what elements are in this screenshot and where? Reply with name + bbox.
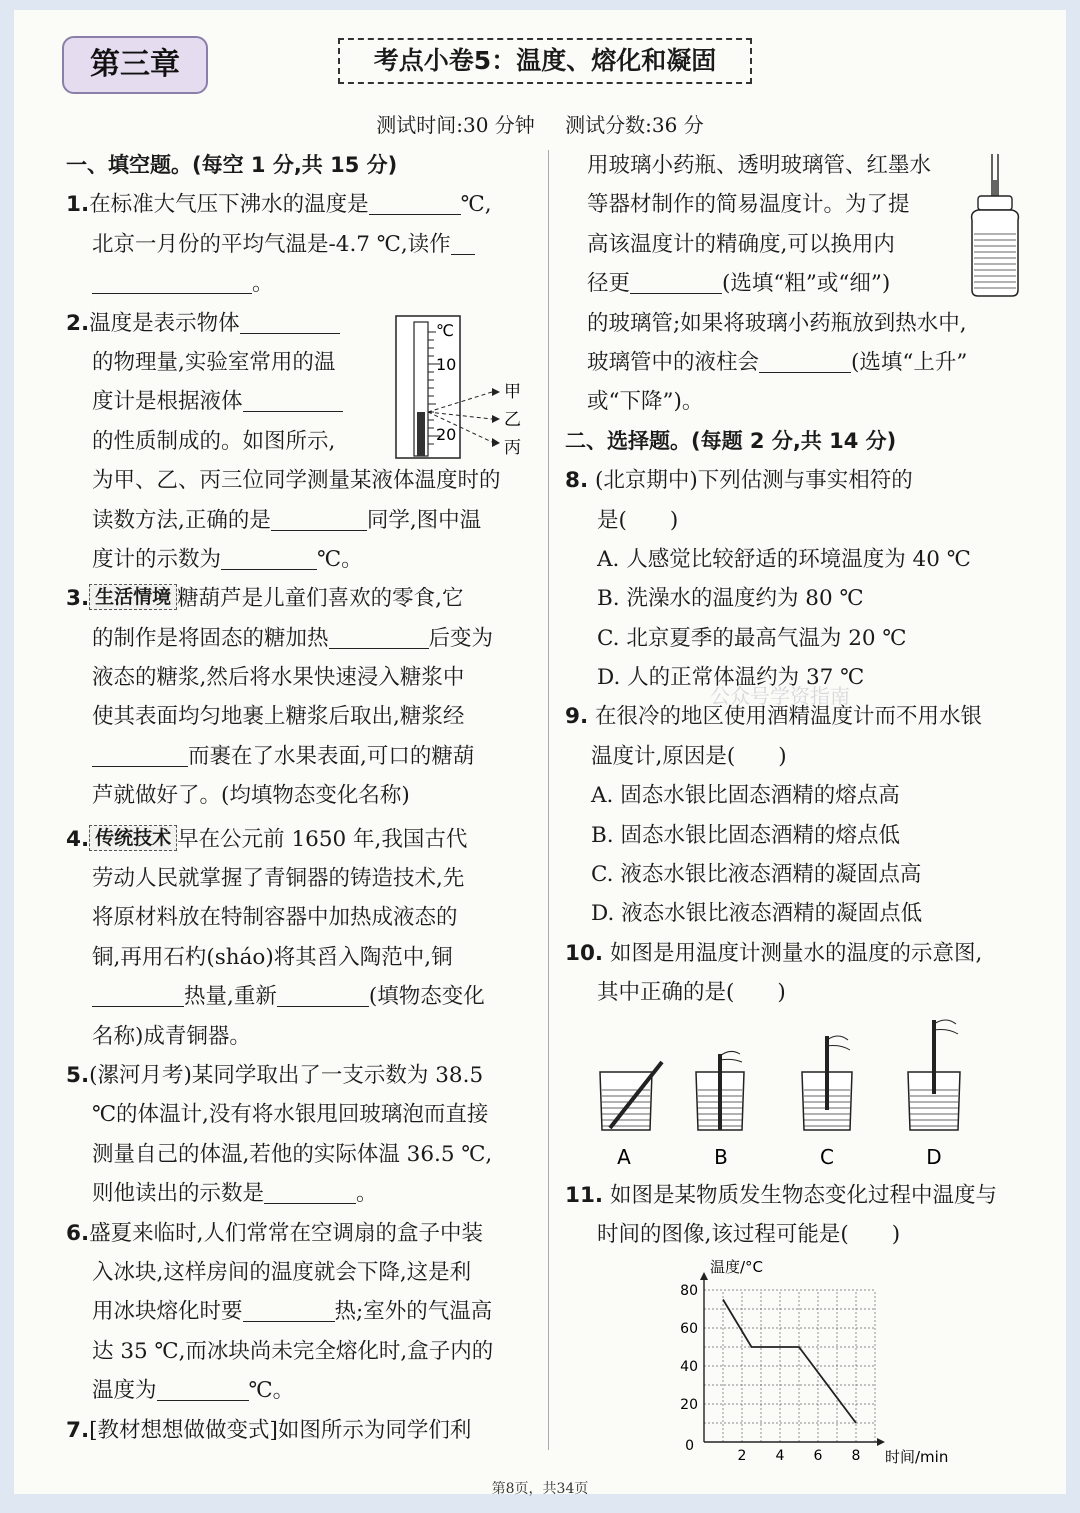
y-axis-arrow: [700, 1272, 708, 1280]
q6-line4: 达 35 ℃,而冰块尚未完全熔化时,盒子内的: [92, 1338, 494, 1364]
q4-text-5a: 热量,重新: [184, 984, 277, 1010]
q9-option-c[interactable]: C. 液态水银比液态酒精的凝固点高: [591, 862, 922, 888]
q5-line3: 测量自己的体温,若他的实际体温 36.5 ℃,: [92, 1141, 493, 1167]
chart-tick-labels: [680, 1283, 860, 1464]
q2-text-7b: ℃。: [317, 546, 363, 572]
q2-blank1[interactable]: [240, 305, 340, 334]
q9-option-a[interactable]: A. 固态水银比固态酒精的熔点高: [591, 783, 900, 809]
q11-number: 11.: [565, 1183, 604, 1208]
q1-text-b: ℃,: [460, 192, 492, 218]
q3-line6: 芦就做好了。(均填物态变化名称): [92, 783, 410, 809]
q6-blank1[interactable]: [243, 1293, 335, 1322]
q2-blank4[interactable]: [221, 541, 317, 570]
q9-stem-line2: 温度计,原因是( ): [591, 743, 787, 769]
q2-line4: 的性质制成的。如图所示,: [92, 428, 336, 454]
q1-blank2a[interactable]: [451, 226, 475, 255]
q8-option-a[interactable]: A. 人感觉比较舒适的环境温度为 40 ℃: [597, 546, 971, 572]
q4-text-1: 早在公元前 1650 年,我国古代: [177, 826, 468, 852]
q6-blank2[interactable]: [157, 1372, 249, 1401]
chart-grid: [704, 1290, 875, 1442]
q3-text-2a: 的制作是将固态的糖加热: [92, 625, 329, 651]
q2-text-3: 度计是根据液体: [92, 389, 243, 415]
q7-text-6a: 玻璃管中的液柱会: [587, 349, 760, 375]
x-tick-label: 4: [775, 1448, 785, 1464]
medicine-bottle: [972, 210, 1019, 296]
q8-option-d[interactable]: D. 人的正常体温约为 37 ℃: [597, 665, 865, 691]
q7-right-line6: [565, 343, 1035, 382]
q5-number: 5.: [66, 1062, 90, 1088]
q11-temperature-time-chart: [668, 1256, 958, 1470]
q4-line1: [66, 820, 532, 859]
watermark: 公众号学资指南: [710, 684, 850, 708]
q11-stem-line2: 时间的图像,该过程可能是( ): [597, 1222, 901, 1248]
beaker-label-d: D: [926, 1145, 942, 1169]
thermometer-liquid: [417, 412, 425, 456]
chart-y-label: 温度/°C: [710, 1258, 764, 1276]
q2-text-6b: 同学,图中温: [366, 507, 482, 533]
beaker-label-c: C: [820, 1145, 834, 1169]
q9-option-d[interactable]: D. 液态水银比液态酒精的凝固点低: [591, 901, 923, 927]
q8-option-c[interactable]: C. 北京夏季的最高气温为 20 ℃: [597, 625, 907, 651]
q6-line5: [66, 1371, 532, 1410]
chapter-badge: 第三章: [62, 36, 208, 94]
q8-stem-line2: 是( ): [597, 507, 679, 533]
q4-line6: 名称)成青铜器。: [92, 1023, 251, 1049]
q4-tag: 传统技术: [89, 825, 177, 851]
q9-stem-1: 在很冷的地区使用酒精温度计而不用水银: [594, 704, 982, 730]
page-title: 考点小卷5：温度、熔化和凝固: [338, 38, 752, 84]
x-tick-label: 6: [813, 1448, 823, 1464]
chart-axes: [700, 1272, 885, 1446]
q2-line5: 为甲、乙、丙三位同学测量某液体温度时的: [92, 468, 501, 494]
q5-line1: [66, 1056, 532, 1095]
q2-thermometer-figure: [392, 312, 532, 462]
q9-number: 9.: [565, 704, 589, 730]
q2-blank2[interactable]: [243, 383, 343, 412]
q1-line1: [66, 185, 532, 224]
q2-blank3[interactable]: [271, 502, 367, 531]
q1-line2: [66, 225, 532, 264]
q3-blank1[interactable]: [329, 620, 429, 649]
q2-line6: [66, 501, 532, 540]
chart-series-line: [723, 1300, 856, 1424]
q10-stem-line1: [565, 934, 1035, 973]
q3-line5: [66, 737, 532, 776]
q5-line2: ℃的体温计,没有将水银甩回玻璃泡而直接: [92, 1102, 489, 1128]
column-divider: [548, 150, 549, 1450]
q11-stem-line1: [565, 1176, 1035, 1215]
q3-line3: 液态的糖浆,然后将水果快速浸入糖浆中: [92, 665, 465, 691]
q3-line2: [66, 619, 532, 658]
q7-jar-thermometer-figure: [962, 150, 1032, 302]
q2-text-1: 温度是表示物体: [89, 310, 240, 336]
q4-line5: [66, 977, 532, 1016]
q6-line2: 入冰块,这样房间的温度就会下降,这是利: [92, 1259, 472, 1285]
q3-tag: 生活情境: [89, 584, 177, 610]
q2-line7: [66, 540, 532, 579]
q3-text-2b: 后变为: [428, 625, 494, 651]
reader-jia: 甲: [504, 382, 521, 402]
section-1-title: 一、填空题。(每空 1 分,共 15 分): [66, 153, 398, 177]
x-tick-label: 2: [737, 1448, 747, 1464]
q6-text-5b: ℃。: [248, 1378, 295, 1404]
beaker-label-b: B: [714, 1145, 728, 1169]
q10-stem-1: 如图是用温度计测量水的温度的示意图,: [609, 940, 983, 966]
q1-blank2b[interactable]: [92, 265, 252, 294]
eye-arrows: [492, 388, 500, 447]
q5-blank[interactable]: [264, 1175, 356, 1204]
q10-stem-line2: 其中正确的是( ): [597, 980, 786, 1006]
y-tick-label: 60: [680, 1321, 698, 1337]
q6-text-3a: 用冰块熔化时要: [92, 1299, 243, 1325]
beaker-b: [696, 1051, 744, 1130]
beaker-label-a: A: [617, 1145, 631, 1169]
q7-blank1[interactable]: [630, 265, 722, 294]
page-footer: 第8页，共34页: [491, 1481, 589, 1497]
q7-text-4a: 径更: [587, 271, 631, 297]
q3-number: 3.: [66, 586, 90, 612]
section-2-title: 二、选择题。(每题 2 分,共 14 分): [565, 428, 897, 453]
q1-blank1[interactable]: [369, 186, 461, 215]
q1-period: 。: [252, 271, 274, 297]
q3-line1: [66, 579, 532, 618]
q4-line2: 劳动人民就掌握了青铜器的铸造技术,先: [92, 866, 465, 892]
q6-text-5a: 温度为: [92, 1378, 157, 1404]
q4-line4: 铜,再用石杓(sháo)将其舀入陶范中,铜: [92, 944, 453, 970]
x-tick-label: 8: [851, 1448, 861, 1464]
q9-option-b[interactable]: B. 固态水银比固态酒精的熔点低: [591, 822, 900, 848]
q4-text-5b: (填物态变化: [368, 984, 485, 1010]
q10-beakers-figure: [590, 1010, 970, 1175]
q3-line4: 使其表面均匀地裹上糖浆后取出,糖浆经: [92, 704, 465, 730]
q2-line2: 的物理量,实验室常用的温: [92, 349, 336, 375]
q1-text-2: 北京一月份的平均气温是-4.7 ℃,读作: [92, 231, 451, 257]
q7-right-line1: 用玻璃小药瓶、透明玻璃管、红墨水: [587, 153, 932, 178]
thermometer-tick-bottom: 20: [436, 425, 457, 444]
thermometer-unit: ℃: [436, 321, 454, 340]
q5-line4: [66, 1174, 532, 1213]
q6-text-1: 盛夏来临时,人们常常在空调扇的盒子中装: [89, 1220, 483, 1246]
q3-text-5: 而裹在了水果表面,可口的糖葫: [188, 743, 475, 769]
q8-stem-1: (北京期中)下列估测与事实相符的: [594, 468, 913, 494]
q5-text-4a: 则他读出的示数是: [92, 1181, 265, 1207]
q6-line3: [66, 1292, 532, 1331]
q10-number: 10.: [565, 940, 604, 966]
q8-stem-line1: [565, 461, 1035, 500]
jar-stopper: [978, 196, 1012, 210]
q7-text-1: [教材想想做做变式]如图所示为同学们利: [89, 1417, 472, 1443]
x-axis-arrow: [877, 1438, 885, 1446]
q3-blank2[interactable]: [92, 738, 188, 767]
y-tick-label: 80: [680, 1283, 698, 1299]
q6-line1: [66, 1214, 532, 1253]
reader-bing: 丙: [504, 438, 521, 458]
q6-number: 6.: [66, 1220, 90, 1246]
q11-stem-1: 如图是某物质发生物态变化过程中温度与: [609, 1183, 997, 1208]
test-time: 测试时间:30 分钟: [376, 113, 535, 137]
q1-line3: [66, 264, 532, 303]
q2-number: 2.: [66, 310, 90, 336]
beaker-a: [600, 1062, 662, 1130]
reader-yi: 乙: [504, 410, 521, 430]
beaker-c: [802, 1036, 852, 1130]
q7-right-line5: 的玻璃管;如果将玻璃小药瓶放到热水中,: [587, 310, 967, 336]
q8-option-b[interactable]: B. 洗澡水的温度约为 80 ℃: [597, 586, 864, 612]
q5-text-1: (漯河月考)某同学取出了一支示数为 38.5: [89, 1062, 484, 1088]
q7-text-4b: (选填“粗”或“细”): [722, 271, 891, 297]
q5-text-4b: 。: [356, 1181, 378, 1207]
q3-text-1: 糖葫芦是儿童们喜欢的零食,它: [177, 586, 464, 612]
q11-stem: [565, 1176, 1035, 1255]
q4-blank1[interactable]: [92, 978, 184, 1007]
q6-text-3b: 热;室外的气温高: [334, 1299, 493, 1325]
q7-right-line2: 等器材制作的简易温度计。为了提: [587, 192, 910, 218]
q7-right-line3: 高该温度计的精确度,可以换用内: [587, 231, 895, 257]
q2-text-7a: 度计的示数为: [92, 546, 222, 572]
test-meta: [0, 109, 1080, 138]
q7-text-6b: (选填“上升”: [851, 349, 968, 375]
q7-number: 7.: [66, 1417, 90, 1443]
q4-number: 4.: [66, 826, 90, 852]
chart-x-label: 时间/min: [885, 1448, 949, 1466]
test-score: 测试分数:36 分: [565, 113, 704, 137]
origin-label: 0: [685, 1438, 694, 1454]
thermometer-tick-top: 10: [436, 355, 457, 374]
y-tick-label: 40: [680, 1359, 698, 1375]
q2-text-6a: 读数方法,正确的是: [92, 507, 271, 533]
q7-blank2[interactable]: [759, 344, 851, 373]
y-tick-label: 20: [680, 1397, 698, 1413]
q7-line1: [66, 1411, 532, 1450]
q7-right-line7: 或“下降”)。: [587, 389, 704, 415]
q1-number: 1.: [66, 192, 90, 218]
beaker-d: [908, 1020, 960, 1130]
q8-number: 8.: [565, 468, 589, 494]
q4-blank2[interactable]: [277, 978, 369, 1007]
q4-line3: 将原材料放在特制容器中加热成液态的: [92, 905, 458, 931]
q1-text: 在标准大气压下沸水的温度是: [89, 192, 369, 218]
